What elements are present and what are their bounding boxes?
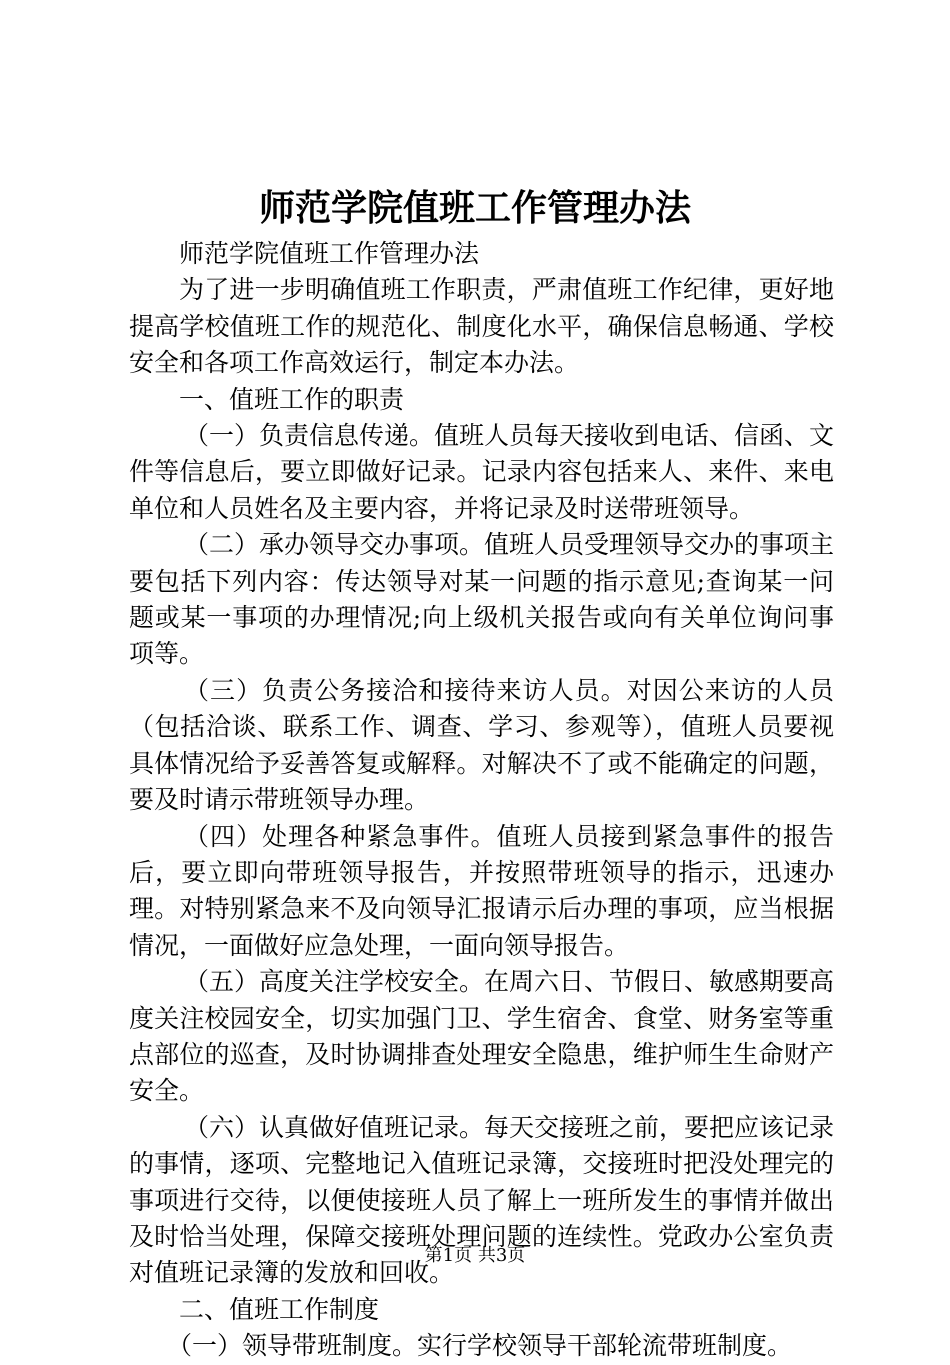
duty-paragraph-4: （四）处理各种紧急事件。值班人员接到紧急事件的报告后，要立即向带班领导报告，并按照带班领导的指示，迅速办理。对特别紧急来不及向领导汇报请示后办理的事项，应当根据情况，一面做好应急处理，一面向领导报告。 <box>129 821 834 960</box>
page-footer: 第1页 共3页 <box>424 1245 526 1266</box>
duty-paragraph-1: （一）负责信息传递。值班人员每天接收到电话、信函、文件等信息后，要立即做好记录。记录内容包括来人、来件、来电单位和人员姓名及主要内容，并将记录及时送带班领导。 <box>129 421 835 523</box>
document-title: 师范学院值班工作管理办法 <box>258 187 691 229</box>
section-heading-duties: 一、值班工作的职责 <box>179 384 405 414</box>
section-heading-system: 二、值班工作制度 <box>179 1294 380 1324</box>
duty-paragraph-5: （五）高度关注学校安全。在周六日、节假日、敏感期要高度关注校园安全，切实加强门卫、学生宿舍、食堂、财务室等重点部位的巡查，及时协调排查处理安全隐患，维护师生生命财产安全。 <box>129 967 835 1106</box>
subtitle-paragraph: 师范学院值班工作管理办法 <box>179 239 480 268</box>
document-body <box>129 236 834 1365</box>
duty-paragraph-2: （二）承办领导交办事项。值班人员受理领导交办的事项主要包括下列内容：传达领导对某一问题的指示意见;查询某一问题或某一事项的办理情况;向上级机关报告或向有关单位询问事项等。 <box>129 530 835 669</box>
system-paragraph-1: （一）领导带班制度。实行学校领导干部轮流带班制度。 <box>167 1331 793 1361</box>
duty-paragraph-6: （六）认真做好值班记录。每天交接班之前，要把应该记录的事情，逐项、完整地记入值班记录簿，交接班时把没处理完的事项进行交待，以便使接班人员了解上一班所发生的事情并做出及时恰当处理，保障交接班处理问题的连续性。党政办公室负责对值班记录簿的发放和回收。 <box>129 1112 835 1288</box>
duty-paragraph-3: （三）负责公务接洽和接待来访人员。对因公来访的人员（包括洽谈、联系工作、调查、学习、参观等），值班人员要视具体情况给予妥善答复或解释。对解决不了或不能确定的问题，要及时请示带班领导办理。 <box>129 675 834 815</box>
intro-paragraph: 为了进一步明确值班工作职责，严肃值班工作纪律，更好地提高学校值班工作的规范化、制度化水平，确保信息畅通、学校安全和各项工作高效运行，制定本办法。 <box>129 275 834 378</box>
